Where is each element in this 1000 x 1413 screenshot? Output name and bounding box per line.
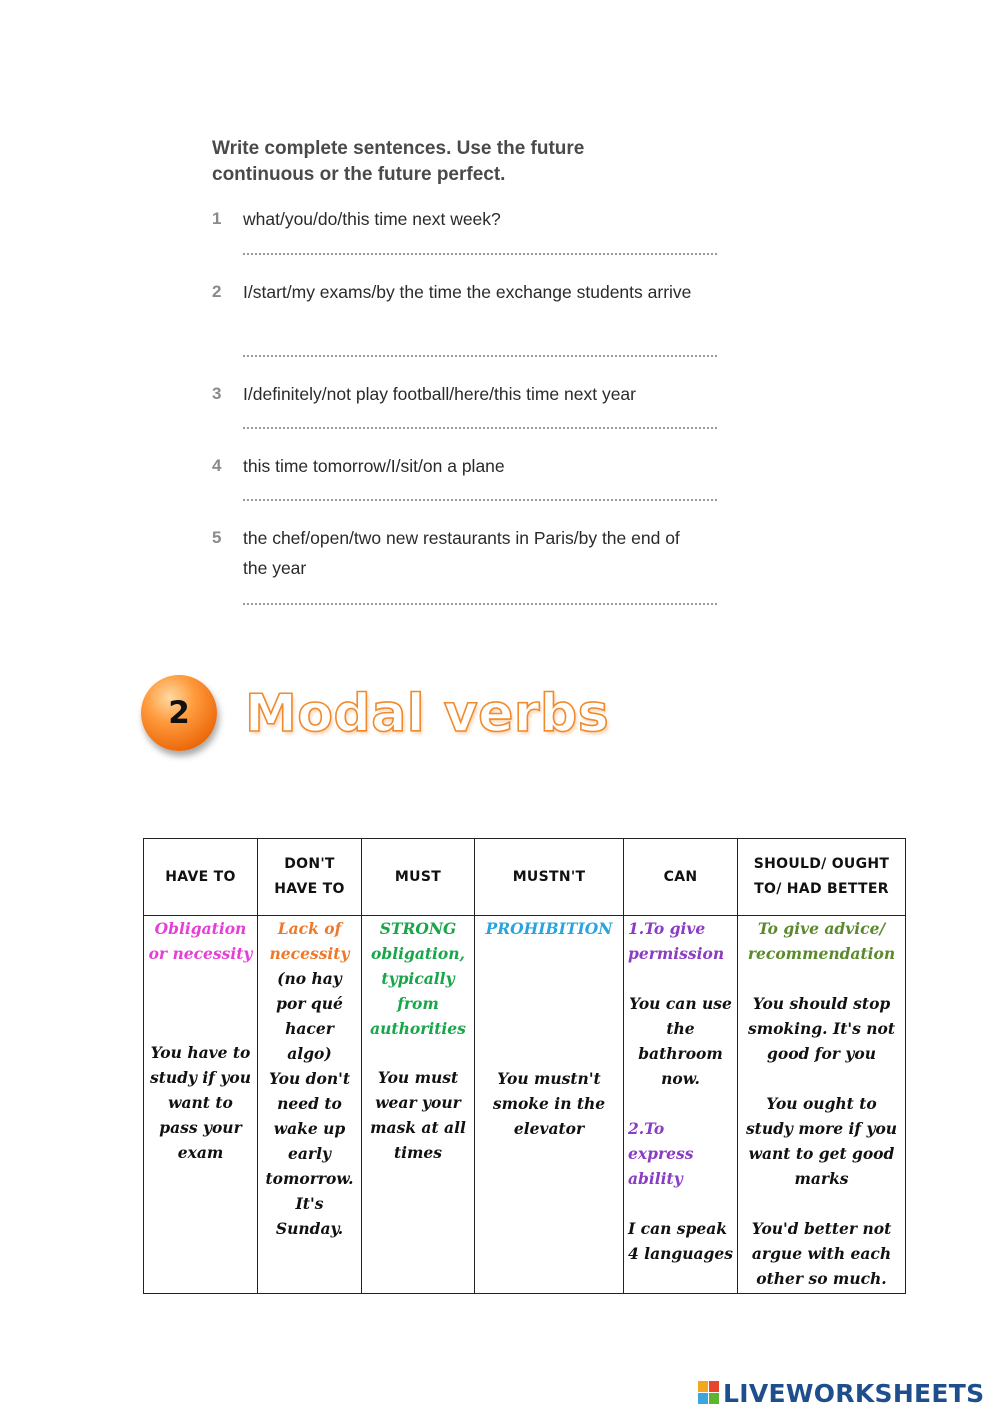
dont-have-to-example: You don't need to wake up early tomorrow. It's Sunday. xyxy=(265,1069,354,1238)
item-prompt: the chef/open/two new restaurants in Paris/by the end of the year xyxy=(243,528,680,578)
have-to-example: You have to study if you want to pass your exam xyxy=(150,1043,251,1162)
cell-should xyxy=(738,916,906,1294)
modal-verbs-table xyxy=(143,838,906,1294)
dont-have-to-note: (no hay por qué hacer algo) xyxy=(276,969,343,1063)
cell-have-to xyxy=(144,916,258,1294)
section-number-badge xyxy=(141,675,217,751)
table-header-row xyxy=(144,839,906,916)
should-example-1: You should stop smoking. It's not good for you xyxy=(747,994,896,1063)
section-title: Modal verbs xyxy=(245,684,610,744)
answer-line-4[interactable] xyxy=(243,499,717,501)
section-number: 2 xyxy=(168,695,190,731)
can-example-1: You can use the bathroom now. xyxy=(629,994,732,1088)
item-number: 2 xyxy=(212,282,222,301)
should-example-2: You ought to study more if you want to get good marks xyxy=(745,1094,898,1188)
cell-must xyxy=(362,916,475,1294)
must-example: You must wear your mask at all times xyxy=(370,1068,466,1162)
cell-dont-have-to xyxy=(258,916,362,1294)
answer-line-2[interactable] xyxy=(243,355,717,357)
header-mustnt: MUSTN'T xyxy=(475,839,624,916)
should-definition: To give advice/ recommendation xyxy=(747,919,896,963)
header-can: CAN xyxy=(624,839,738,916)
dont-have-to-definition: Lack of necessity xyxy=(269,919,350,963)
instruction-line-2: continuous or the future perfect. xyxy=(212,164,506,185)
item-prompt: this time tomorrow/I/sit/on a plane xyxy=(243,456,505,476)
item-prompt: I/start/my exams/by the time the exchange students arrive xyxy=(243,282,692,302)
answer-line-3[interactable] xyxy=(243,427,717,429)
logo-mark-icon xyxy=(698,1381,720,1405)
can-example-2: I can speak 4 languages xyxy=(628,1219,733,1263)
item-number: 1 xyxy=(212,209,222,228)
liveworksheets-logo[interactable] xyxy=(698,1378,984,1408)
item-prompt: what/you/do/this time next week? xyxy=(243,209,501,229)
header-dont-have-to: DON'T HAVE TO xyxy=(258,839,362,916)
header-should: SHOULD/ OUGHT TO/ HAD BETTER xyxy=(738,839,906,916)
mustnt-definition: PROHIBITION xyxy=(485,919,613,938)
must-definition: STRONG obligation, typically from authorities xyxy=(370,919,466,1038)
have-to-definition: Obligation or necessity xyxy=(148,919,253,963)
mustnt-example: You mustn't smoke in the elevator xyxy=(492,1069,606,1138)
item-number: 4 xyxy=(212,456,222,475)
exercise-instruction xyxy=(212,136,732,188)
header-have-to: HAVE TO xyxy=(144,839,258,916)
logo-text: LIVEWORKSHEETS xyxy=(723,1378,985,1408)
answer-line-1[interactable] xyxy=(243,253,717,255)
instruction-line-1: Write complete sentences. Use the future xyxy=(212,138,585,159)
can-definition-1: 1.To give permission xyxy=(628,919,725,963)
should-example-3: You'd better not argue with each other so much. xyxy=(751,1219,892,1288)
can-definition-2: 2.To express ability xyxy=(628,1119,694,1188)
answer-line-5[interactable] xyxy=(243,603,717,605)
item-number: 5 xyxy=(212,528,222,547)
table-row xyxy=(144,916,906,1294)
cell-mustnt xyxy=(475,916,624,1294)
item-prompt: I/definitely/not play football/here/this time next year xyxy=(243,384,636,404)
header-must: MUST xyxy=(362,839,475,916)
cell-can xyxy=(624,916,738,1294)
item-number: 3 xyxy=(212,384,222,403)
